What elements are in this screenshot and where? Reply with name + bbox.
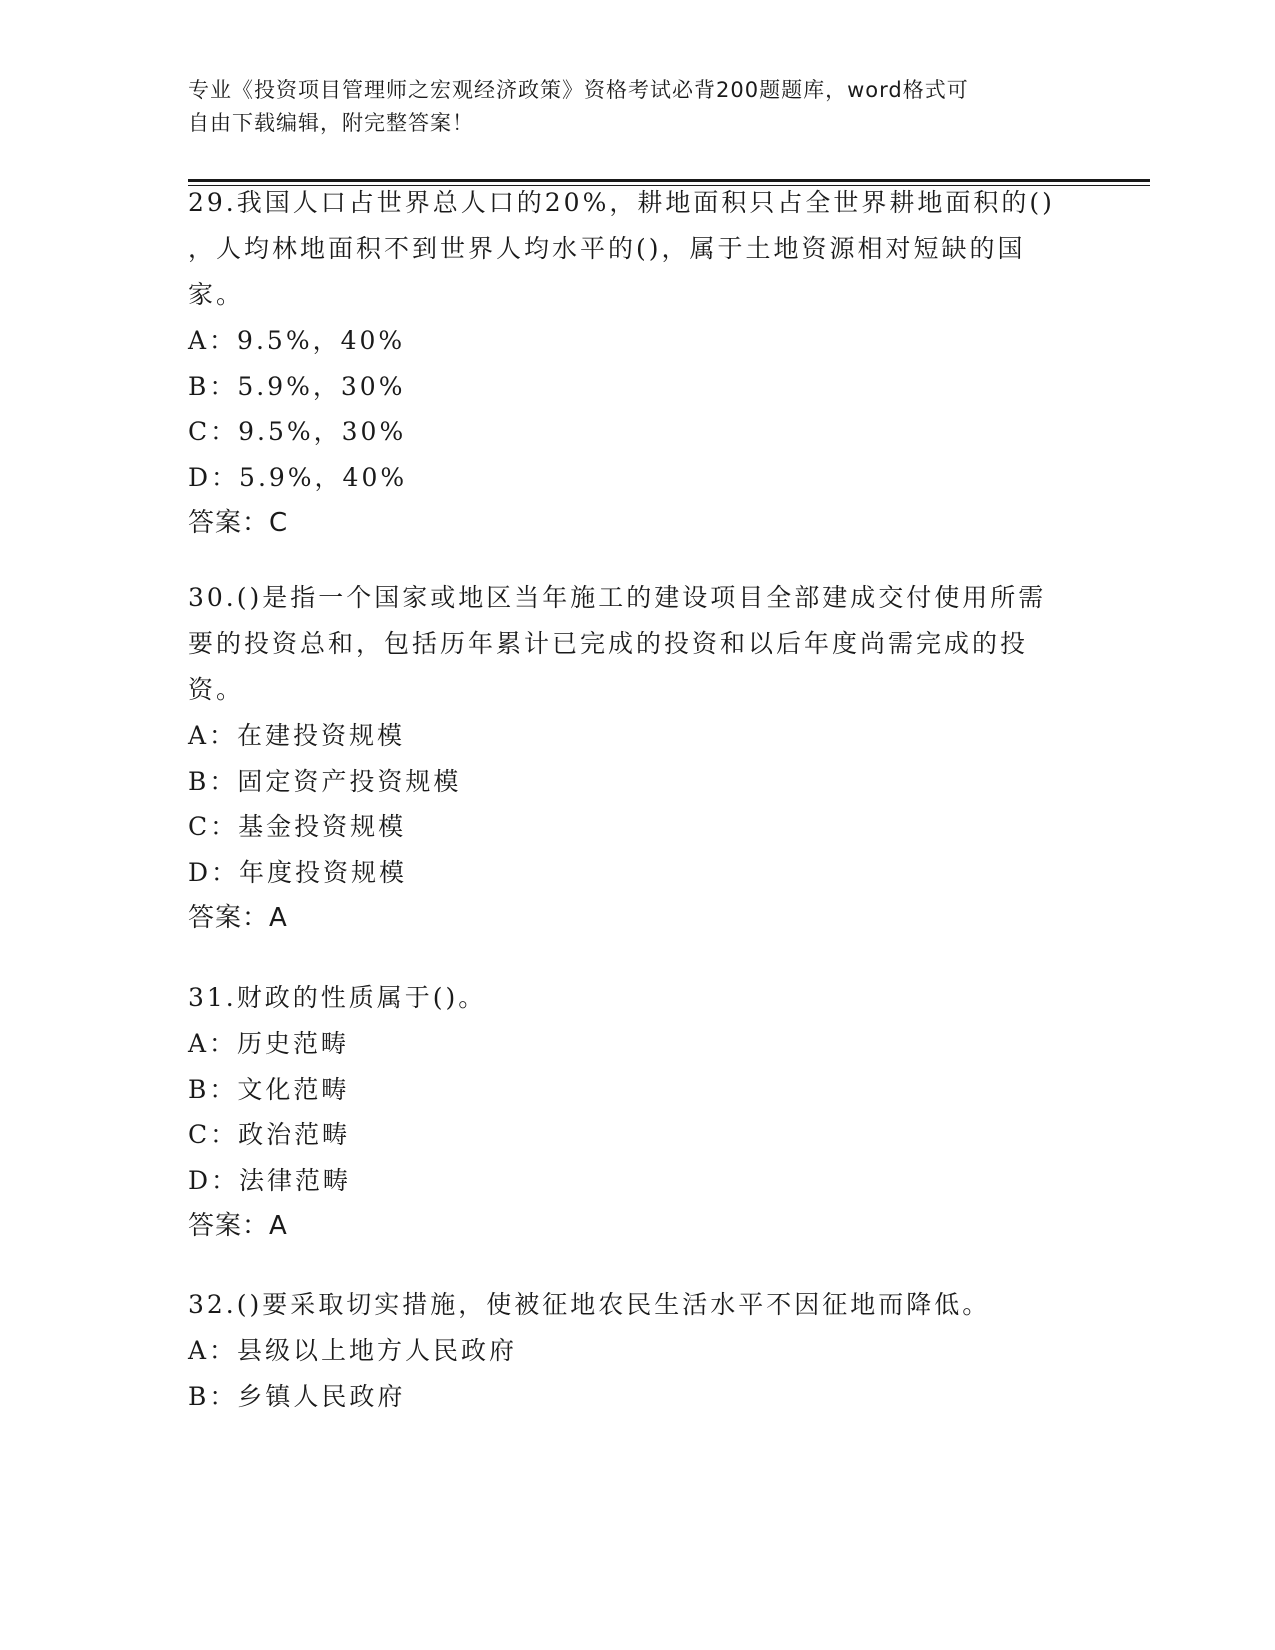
option-b: B：固定资产投资规模 — [188, 766, 462, 796]
option-a: A：在建投资规模 — [188, 721, 406, 750]
option-d: D：法律范畴 — [188, 1165, 352, 1195]
answer: 答案：A — [188, 903, 288, 933]
option-b: B：5.9%，30% — [188, 371, 406, 401]
stem-line: 30.()是指一个国家或地区当年施工的建设项目全部建成交付使用所需 — [188, 583, 1047, 612]
stem-line: 32.()要采取切实措施，使被征地农民生活水平不因征地而降低。 — [188, 1290, 991, 1319]
stem-line: 31.财政的性质属于()。 — [188, 983, 487, 1012]
question-stem — [188, 1282, 1068, 1328]
option-c: C：9.5%，30% — [188, 417, 407, 446]
option-c: C：政治范畴 — [188, 1120, 351, 1149]
stem-line: 29.我国人口占世界总人口的20%，耕地面积只占全世界耕地面积的() — [188, 188, 1055, 217]
option-c: C：基金投资规模 — [188, 812, 407, 841]
option-a: A：县级以上地方人民政府 — [188, 1336, 518, 1365]
answer: 答案：A — [188, 1211, 288, 1241]
stem-line: 资。 — [188, 675, 245, 704]
question-31 — [188, 975, 1088, 1249]
option-a: A：历史范畴 — [188, 1029, 350, 1058]
option-a: A：9.5%，40% — [188, 326, 406, 355]
question-30 — [188, 575, 1088, 941]
option-d: D：5.9%，40% — [188, 462, 408, 492]
option-d: D：年度投资规模 — [188, 857, 408, 887]
header-line-2: 自由下载编辑，附完整答案！ — [188, 111, 474, 135]
answer: 答案：C — [188, 508, 289, 538]
stem-line: ，人均林地面积不到世界人均水平的()，属于土地资源相对短缺的国 — [188, 234, 1026, 263]
question-32 — [188, 1282, 1088, 1419]
question-stem — [188, 575, 1068, 713]
document-header — [188, 74, 1068, 140]
header-line-1: 专业《投资项目管理师之宏观经济政策》资格考试必背200题题库，word格式可 — [188, 78, 969, 102]
stem-line: 要的投资总和，包括历年累计已完成的投资和以后年度尚需完成的投 — [188, 629, 1029, 658]
stem-line: 家。 — [188, 280, 245, 309]
option-b: B：文化范畴 — [188, 1074, 350, 1104]
option-b: B：乡镇人民政府 — [188, 1381, 406, 1411]
question-stem — [188, 180, 1068, 318]
question-stem — [188, 975, 1068, 1021]
question-29 — [188, 180, 1088, 546]
